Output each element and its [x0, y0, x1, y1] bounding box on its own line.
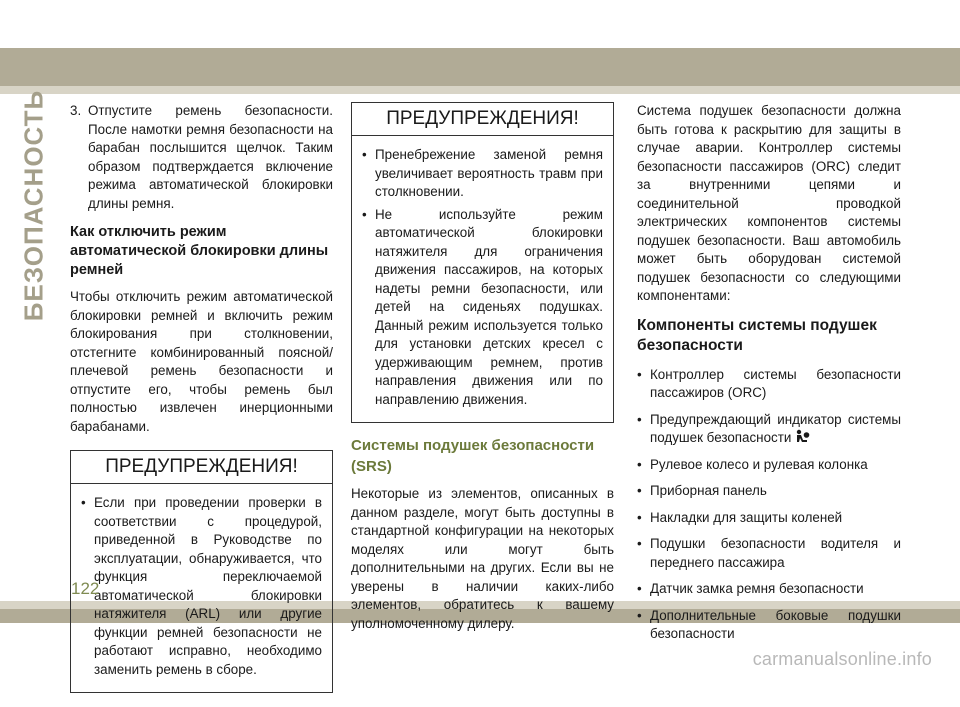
warning-item: • Если при проведении проверки в соответствии с процедурой, приведенной в Руководстве по эксплуатации, обнаруживается, что функция переключаемой автоматической блокировки натяжителя (ARL) или другие функции ремней безопасности не работают исправно, необходимо заменить ремень в сборе.: [81, 494, 322, 679]
warning-box: [351, 102, 614, 423]
bullet: •: [637, 483, 642, 498]
column-1: [70, 102, 333, 707]
bullet: •: [81, 495, 86, 510]
list-item: • Накладки для защиты коленей: [637, 509, 901, 528]
section-side-title: [14, 89, 54, 321]
section-heading-disable-alr: Как отключить режим автоматической блокировки длины ремней: [70, 224, 329, 278]
paragraph-airbag-system: Система подушек безопасности должна быть готова к раскрытию для защиты в случае аварии. Контроллер системы безопасности пассажиров (ORC) следит за внутренними цепями и соединительной проводкой электрических компонентов системы подушек безопасности. Ваш автомобиль может быть оборудован системой подушек безопасности со следующими компонентами:: [637, 103, 901, 303]
list-item: • Предупреждающий индикатор системы подушек безопасности: [637, 411, 901, 448]
warning-title: ПРЕДУПРЕЖДЕНИЯ!: [352, 103, 613, 136]
components-list: [637, 366, 901, 644]
bullet: •: [637, 456, 642, 472]
step-text: Отпустите ремень безопасности. После намотки ремня безопасности на барабан послышится щелчок. Таким образом подтверждается включение режима автоматической блокировки длины ремня.: [88, 103, 333, 211]
list-item: • Дополнительные боковые подушки безопасности: [637, 607, 901, 644]
bullet: •: [637, 366, 642, 382]
list-item: • Контроллер системы безопасности пассажиров (ORC): [637, 366, 901, 403]
airbag-warning-icon: [794, 429, 810, 445]
list-item: • Приборная панель: [637, 482, 901, 501]
list-item: • Подушки безопасности водителя и переднего пассажира: [637, 535, 901, 572]
bullet: •: [637, 536, 642, 551]
bullet: •: [637, 581, 642, 596]
bullet: •: [637, 509, 642, 525]
list-item: • Рулевое колесо и рулевая колонка: [637, 456, 901, 475]
top-margin: [0, 0, 960, 48]
warning-item: • Не используйте режим автоматической блокировки натяжителя для ограничения движения пассажиров, на которых надеты ремни безопасности, или детей на сиденьях подушках. Данный режим используется только для установки детских кресел с удерживающим ремнем, против направления движения или по направлению движения.: [362, 206, 603, 410]
column-3: [637, 102, 901, 652]
step-number: 3.: [70, 103, 82, 118]
section-heading-components: Компоненты системы подушек безопасности: [637, 316, 877, 354]
bullet: •: [362, 206, 367, 222]
bullet: •: [637, 607, 642, 623]
warning-box: [70, 450, 333, 693]
header-stripe-light: [0, 86, 960, 94]
column-2: [351, 102, 614, 643]
warning-title: ПРЕДУПРЕЖДЕНИЯ!: [71, 451, 332, 484]
section-side-title-text: БЕЗОПАСНОСТЬ: [18, 89, 49, 321]
step-3: [70, 102, 333, 213]
bullet: •: [362, 147, 367, 162]
list-item: • Датчик замка ремня безопасности: [637, 580, 901, 599]
paragraph-srs: Некоторые из элементов, описанных в данном разделе, могут быть доступны в стандартной конфигурации на некоторых моделях или могут быть дополнительными на других. Если вы не уверены в наличии каких-либо элементов, обратитесь к вашему уполномоченному дилеру.: [351, 486, 614, 631]
page-number: 122: [71, 579, 100, 598]
warning-list: [362, 146, 603, 409]
watermark: carmanualsonline.info: [752, 649, 932, 669]
section-heading-srs: Системы подушек безопасности (SRS): [351, 437, 595, 475]
header-stripe: [0, 48, 960, 86]
warning-list: [81, 494, 322, 679]
paragraph-disable-alr: Чтобы отключить режим автоматической блокировки ремней и включить режим блокирования при столкновении, отстегните комбинированный поясной/плечевой ремень безопасности и отпустите его, чтобы ремень был полностью извлечен инерционными барабанами.: [70, 289, 333, 434]
warning-item: • Пренебрежение заменой ремня увеличивает вероятность травм при столкновении.: [362, 146, 603, 202]
bullet: •: [637, 411, 642, 427]
